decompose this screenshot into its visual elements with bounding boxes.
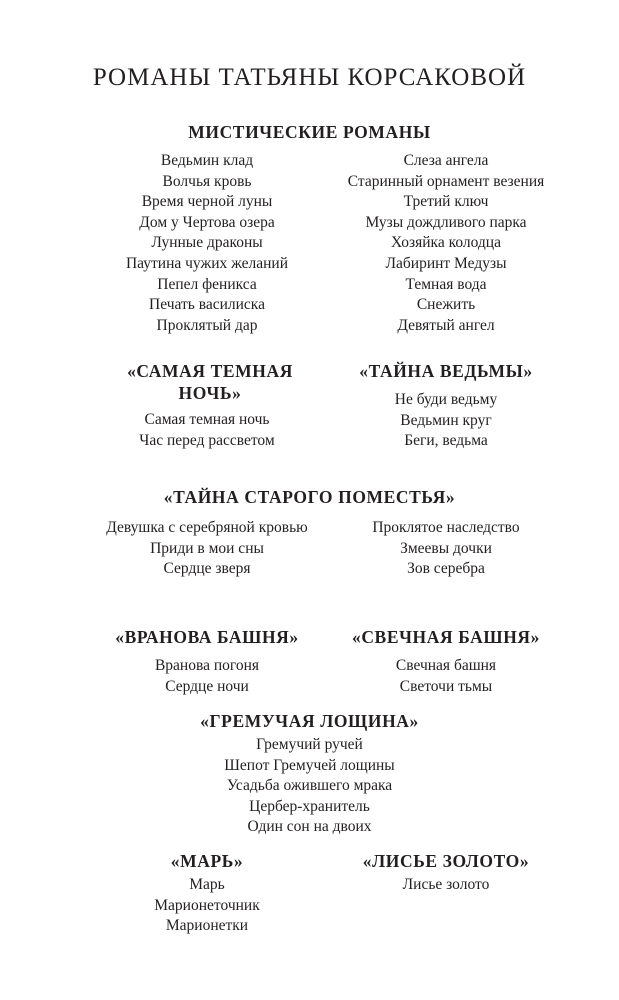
book-title: Пепел феникса: [157, 275, 257, 293]
book-title: Музы дождливого парка: [365, 213, 527, 231]
darkest-night-heading-line1: «САМАЯ ТЕМНАЯ: [127, 361, 293, 381]
book-title: Вранова погоня: [154, 657, 260, 674]
book-title: Темная вода: [405, 275, 487, 293]
old-estate-left-list: [82, 518, 332, 580]
book-title: Сердце зверя: [163, 560, 251, 578]
raven-tower-list: [82, 656, 332, 697]
page-title: РОМАНЫ ТАТЬЯНЫ КОРСАКОВОЙ: [92, 64, 527, 91]
raven-tower-heading: «ВРАНОВА БАШНЯ»: [115, 627, 299, 647]
book-title: Змеевы дочки: [400, 539, 492, 557]
mar-list: [82, 875, 332, 937]
book-title: Дом у Чертова озера: [139, 213, 275, 231]
book-title: Время черной луны: [141, 193, 273, 211]
candle-tower-heading: «СВЕЧНАЯ БАШНЯ»: [351, 627, 541, 647]
book-title: Девятый ангел: [397, 316, 495, 334]
book-title: Волчья кровь: [162, 172, 252, 190]
book-title: Гремучий ручей: [256, 736, 363, 753]
book-title: Ведьмин клад: [160, 152, 254, 169]
book-title: Хозяйка колодца: [391, 234, 501, 252]
old-estate-heading: «ТАЙНА СТАРОГО ПОМЕСТЬЯ»: [163, 487, 456, 507]
witch-secret-heading: «ТАЙНА ВЕДЬМЫ»: [359, 361, 533, 381]
book-title: Цербер-хранитель: [249, 797, 370, 815]
book-title: Третий ключ: [403, 193, 489, 211]
book-title: Усадьба ожившего мрака: [226, 777, 393, 795]
book-title: Лисье золото: [402, 876, 490, 893]
book-title: Ведьмин круг: [400, 411, 492, 429]
book-title: Снежить: [416, 296, 476, 314]
candle-tower-list: [326, 656, 566, 697]
darkest-night-list: [82, 410, 332, 451]
book-title: Девушка с серебряной кровью: [106, 519, 308, 536]
book-title: Свечная башня: [395, 657, 497, 674]
book-title: Беги, ведьма: [404, 432, 488, 450]
book-title: Старинный орнамент везения: [347, 172, 545, 190]
darkest-night-heading-line2: НОЧЬ»: [178, 383, 242, 403]
gremuchaya-heading: «ГРЕМУЧАЯ ЛОЩИНА»: [200, 711, 419, 731]
mystic-left-list: [82, 151, 332, 336]
darkest-night-heading: [90, 360, 330, 404]
book-title: Паутина чужих желаний: [125, 254, 288, 272]
old-estate-right-list: [326, 518, 566, 580]
mystic-heading: МИСТИЧЕСКИЕ РОМАНЫ: [188, 122, 431, 142]
book-title: Лунные драконы: [151, 234, 263, 252]
witch-secret-list: [326, 390, 566, 452]
gremuchaya-list: [0, 735, 619, 838]
book-title: Зов серебра: [407, 560, 485, 578]
book-title: Марионеточник: [154, 896, 260, 914]
fox-gold-heading: «ЛИСЬЕ ЗОЛОТО»: [362, 851, 530, 871]
book-title: Час перед рассветом: [139, 431, 275, 449]
fox-gold-list: [326, 875, 566, 896]
book-title: Самая темная ночь: [144, 411, 270, 428]
book-title: Марионетки: [165, 917, 249, 935]
book-title: Сердце ночи: [165, 677, 249, 695]
book-title: Приди в мои сны: [150, 539, 264, 557]
book-title: Слеза ангела: [403, 152, 489, 169]
book-title: Марь: [189, 876, 225, 893]
book-title: Один сон на двоих: [247, 818, 372, 836]
mar-heading: «МАРЬ»: [170, 851, 244, 871]
book-title: Не буди ведьму: [394, 391, 498, 408]
book-title: Проклятое наследство: [372, 519, 520, 536]
book-title: Проклятый дар: [156, 316, 258, 334]
book-title: Лабиринт Медузы: [385, 254, 507, 272]
mystic-right-list: [326, 151, 566, 336]
book-title: Светочи тьмы: [399, 677, 493, 695]
book-title: Шепот Гремучей лощины: [224, 756, 395, 774]
book-title: Печать василиска: [149, 296, 265, 314]
